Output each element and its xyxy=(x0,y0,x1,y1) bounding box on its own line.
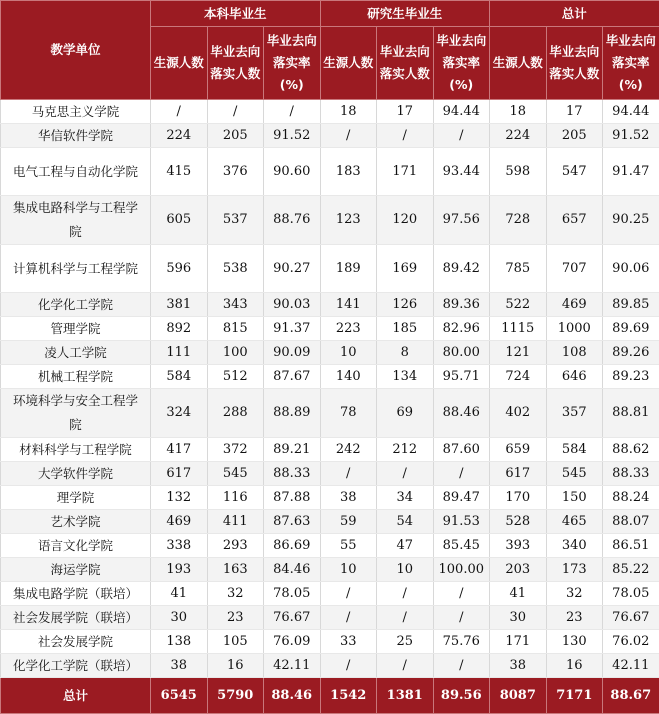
table-cell: 111 xyxy=(151,341,208,365)
table-cell: 78.05 xyxy=(603,582,659,606)
table-cell: 88.33 xyxy=(603,462,659,486)
table-cell: 41 xyxy=(490,582,547,606)
table-cell: 86.69 xyxy=(264,534,321,558)
table-cell: 87.88 xyxy=(264,486,321,510)
sub-header: 生源人数 xyxy=(320,27,377,100)
table-cell: 78.05 xyxy=(264,582,321,606)
total-row xyxy=(1,678,659,714)
table-row xyxy=(1,196,659,245)
group-header-total: 总计 xyxy=(490,1,659,27)
table-cell: 547 xyxy=(546,148,603,196)
unit-name: 机械工程学院 xyxy=(1,365,151,389)
table-cell: 605 xyxy=(151,196,208,245)
table-cell: 10 xyxy=(320,558,377,582)
table-cell: 212 xyxy=(377,438,434,462)
table-cell: 183 xyxy=(320,148,377,196)
table-cell: 10 xyxy=(377,558,434,582)
table-cell: 617 xyxy=(151,462,208,486)
table-cell: / xyxy=(207,100,264,124)
table-cell: 707 xyxy=(546,245,603,293)
unit-name: 材料科学与工程学院 xyxy=(1,438,151,462)
table-cell: / xyxy=(377,582,434,606)
table-row xyxy=(1,462,659,486)
table-cell: 88.33 xyxy=(264,462,321,486)
group-header-undergrad: 本科毕业生 xyxy=(151,1,321,27)
table-cell: 88.76 xyxy=(264,196,321,245)
unit-name: 海运学院 xyxy=(1,558,151,582)
table-cell: 402 xyxy=(490,389,547,438)
table-cell: 88.46 xyxy=(433,389,490,438)
sub-header: 生源人数 xyxy=(151,27,208,100)
unit-name: 理学院 xyxy=(1,486,151,510)
table-cell: / xyxy=(433,582,490,606)
table-cell: 393 xyxy=(490,534,547,558)
table-cell: 47 xyxy=(377,534,434,558)
table-cell: 90.09 xyxy=(264,341,321,365)
table-cell: 324 xyxy=(151,389,208,438)
table-row xyxy=(1,341,659,365)
table-cell: 91.47 xyxy=(603,148,659,196)
table-cell: 598 xyxy=(490,148,547,196)
table-cell: 584 xyxy=(151,365,208,389)
unit-name: 艺术学院 xyxy=(1,510,151,534)
table-cell: / xyxy=(377,654,434,678)
table-cell: 120 xyxy=(377,196,434,245)
table-cell: 16 xyxy=(546,654,603,678)
table-cell: 90.03 xyxy=(264,293,321,317)
table-cell: 163 xyxy=(207,558,264,582)
table-row xyxy=(1,606,659,630)
table-row xyxy=(1,317,659,341)
table-cell: 8 xyxy=(377,341,434,365)
table-cell: 10 xyxy=(320,341,377,365)
table-cell: 76.02 xyxy=(603,630,659,654)
table-cell: 538 xyxy=(207,245,264,293)
table-cell: 8087 xyxy=(490,678,547,714)
table-cell: 89.23 xyxy=(603,365,659,389)
table-cell: 1000 xyxy=(546,317,603,341)
table-cell: 94.44 xyxy=(433,100,490,124)
table-cell: 100.00 xyxy=(433,558,490,582)
table-cell: 189 xyxy=(320,245,377,293)
unit-name: 大学软件学院 xyxy=(1,462,151,486)
table-cell: 87.67 xyxy=(264,365,321,389)
table-cell: 93.44 xyxy=(433,148,490,196)
table-cell: 121 xyxy=(490,341,547,365)
table-row xyxy=(1,654,659,678)
table-cell: 42.11 xyxy=(603,654,659,678)
table-cell: 32 xyxy=(546,582,603,606)
sub-header: 毕业去向落实率(%) xyxy=(264,27,321,100)
unit-name: 凌人工学院 xyxy=(1,341,151,365)
unit-name: 语言文化学院 xyxy=(1,534,151,558)
sub-header: 毕业去向落实率(%) xyxy=(603,27,659,100)
unit-name: 化学化工学院 xyxy=(1,293,151,317)
table-cell: 89.69 xyxy=(603,317,659,341)
table-row xyxy=(1,100,659,124)
unit-name: 化学化工学院（联培） xyxy=(1,654,151,678)
table-cell: 25 xyxy=(377,630,434,654)
table-cell: 88.67 xyxy=(603,678,659,714)
table-header xyxy=(1,1,659,100)
table-cell: 173 xyxy=(546,558,603,582)
table-cell: 340 xyxy=(546,534,603,558)
table-cell: 88.24 xyxy=(603,486,659,510)
table-cell: 95.71 xyxy=(433,365,490,389)
table-cell: 242 xyxy=(320,438,377,462)
table-cell: 116 xyxy=(207,486,264,510)
table-cell: / xyxy=(377,462,434,486)
table-cell: 596 xyxy=(151,245,208,293)
table-cell: 193 xyxy=(151,558,208,582)
table-cell: 38 xyxy=(320,486,377,510)
table-cell: 376 xyxy=(207,148,264,196)
table-cell: 469 xyxy=(546,293,603,317)
table-cell: 123 xyxy=(320,196,377,245)
table-cell: 185 xyxy=(377,317,434,341)
table-cell: / xyxy=(151,100,208,124)
table-cell: 5790 xyxy=(207,678,264,714)
table-cell: 80.00 xyxy=(433,341,490,365)
table-cell: 89.36 xyxy=(433,293,490,317)
table-cell: 94.44 xyxy=(603,100,659,124)
unit-header: 教学单位 xyxy=(1,1,151,100)
table-cell: / xyxy=(433,654,490,678)
table-cell: 293 xyxy=(207,534,264,558)
table-cell: 288 xyxy=(207,389,264,438)
table-cell: / xyxy=(320,124,377,148)
table-row xyxy=(1,534,659,558)
table-cell: 30 xyxy=(490,606,547,630)
unit-name: 社会发展学院（联培） xyxy=(1,606,151,630)
table-row xyxy=(1,148,659,196)
table-cell: 75.76 xyxy=(433,630,490,654)
table-cell: 59 xyxy=(320,510,377,534)
table-cell: 91.53 xyxy=(433,510,490,534)
unit-name: 电气工程与自动化学院 xyxy=(1,148,151,196)
table-row xyxy=(1,438,659,462)
table-cell: 815 xyxy=(207,317,264,341)
table-cell: 512 xyxy=(207,365,264,389)
table-cell: 89.56 xyxy=(433,678,490,714)
table-cell: 132 xyxy=(151,486,208,510)
table-row xyxy=(1,365,659,389)
table-cell: 16 xyxy=(207,654,264,678)
table-cell: 76.09 xyxy=(264,630,321,654)
sub-header: 毕业去向落实人数 xyxy=(207,27,264,100)
table-cell: 17 xyxy=(377,100,434,124)
table-cell: 87.63 xyxy=(264,510,321,534)
table-row xyxy=(1,558,659,582)
table-row xyxy=(1,293,659,317)
table-cell: 87.60 xyxy=(433,438,490,462)
sub-header: 毕业去向落实率(%) xyxy=(433,27,490,100)
table-cell: 892 xyxy=(151,317,208,341)
table-cell: 170 xyxy=(490,486,547,510)
table-cell: 17 xyxy=(546,100,603,124)
table-cell: 6545 xyxy=(151,678,208,714)
table-cell: 32 xyxy=(207,582,264,606)
table-cell: 89.21 xyxy=(264,438,321,462)
table-footer xyxy=(1,678,659,714)
table-cell: 203 xyxy=(490,558,547,582)
table-cell: / xyxy=(377,606,434,630)
table-cell: 537 xyxy=(207,196,264,245)
table-row xyxy=(1,124,659,148)
table-cell: / xyxy=(264,100,321,124)
table-cell: 38 xyxy=(151,654,208,678)
sub-header: 毕业去向落实人数 xyxy=(377,27,434,100)
unit-name: 集成电路学院（联培） xyxy=(1,582,151,606)
table-cell: / xyxy=(320,582,377,606)
table-cell: 30 xyxy=(151,606,208,630)
table-cell: 357 xyxy=(546,389,603,438)
table-cell: 89.47 xyxy=(433,486,490,510)
unit-name: 管理学院 xyxy=(1,317,151,341)
table-cell: 108 xyxy=(546,341,603,365)
table-cell: 85.45 xyxy=(433,534,490,558)
table-row xyxy=(1,582,659,606)
table-cell: 126 xyxy=(377,293,434,317)
table-cell: 528 xyxy=(490,510,547,534)
table-cell: 88.46 xyxy=(264,678,321,714)
table-cell: 724 xyxy=(490,365,547,389)
unit-name: 马克思主义学院 xyxy=(1,100,151,124)
unit-name: 华信软件学院 xyxy=(1,124,151,148)
table-cell: 88.07 xyxy=(603,510,659,534)
table-cell: / xyxy=(433,462,490,486)
table-cell: 34 xyxy=(377,486,434,510)
table-cell: 130 xyxy=(546,630,603,654)
table-cell: 18 xyxy=(320,100,377,124)
table-cell: 411 xyxy=(207,510,264,534)
table-cell: 171 xyxy=(377,148,434,196)
table-cell: 205 xyxy=(207,124,264,148)
table-cell: 88.89 xyxy=(264,389,321,438)
table-cell: 1542 xyxy=(320,678,377,714)
table-cell: 372 xyxy=(207,438,264,462)
table-cell: / xyxy=(320,654,377,678)
table-cell: 617 xyxy=(490,462,547,486)
table-cell: 223 xyxy=(320,317,377,341)
table-cell: 584 xyxy=(546,438,603,462)
table-cell: 469 xyxy=(151,510,208,534)
table-cell: 41 xyxy=(151,582,208,606)
table-cell: 90.60 xyxy=(264,148,321,196)
sub-header: 毕业去向落实人数 xyxy=(546,27,603,100)
table-cell: 23 xyxy=(546,606,603,630)
table-cell: 1381 xyxy=(377,678,434,714)
table-cell: 657 xyxy=(546,196,603,245)
table-cell: 33 xyxy=(320,630,377,654)
table-cell: 88.62 xyxy=(603,438,659,462)
table-cell: 55 xyxy=(320,534,377,558)
table-cell: 78 xyxy=(320,389,377,438)
table-row xyxy=(1,630,659,654)
table-cell: 54 xyxy=(377,510,434,534)
unit-name: 集成电路科学与工程学院 xyxy=(1,196,151,245)
table-cell: 97.56 xyxy=(433,196,490,245)
table-cell: 89.85 xyxy=(603,293,659,317)
table-cell: 23 xyxy=(207,606,264,630)
table-cell: 90.27 xyxy=(264,245,321,293)
table-cell: 381 xyxy=(151,293,208,317)
table-cell: 100 xyxy=(207,341,264,365)
table-cell: 76.67 xyxy=(264,606,321,630)
sub-header: 生源人数 xyxy=(490,27,547,100)
table-cell: 224 xyxy=(151,124,208,148)
table-cell: 91.52 xyxy=(264,124,321,148)
group-header-graduate: 研究生毕业生 xyxy=(320,1,490,27)
table-cell: 91.52 xyxy=(603,124,659,148)
table-cell: 545 xyxy=(207,462,264,486)
table-cell: 785 xyxy=(490,245,547,293)
table-cell: 84.46 xyxy=(264,558,321,582)
table-cell: 82.96 xyxy=(433,317,490,341)
table-cell: 86.51 xyxy=(603,534,659,558)
table-row xyxy=(1,389,659,438)
table-cell: 465 xyxy=(546,510,603,534)
table-cell: 224 xyxy=(490,124,547,148)
table-cell: 150 xyxy=(546,486,603,510)
table-cell: / xyxy=(320,606,377,630)
table-cell: / xyxy=(433,124,490,148)
table-cell: 343 xyxy=(207,293,264,317)
table-cell: 141 xyxy=(320,293,377,317)
table-cell: 7171 xyxy=(546,678,603,714)
table-cell: 728 xyxy=(490,196,547,245)
table-cell: 205 xyxy=(546,124,603,148)
table-cell: 169 xyxy=(377,245,434,293)
table-cell: 90.06 xyxy=(603,245,659,293)
table-row xyxy=(1,486,659,510)
table-cell: 522 xyxy=(490,293,547,317)
table-cell: 85.22 xyxy=(603,558,659,582)
table-cell: 545 xyxy=(546,462,603,486)
table-cell: 89.42 xyxy=(433,245,490,293)
table-cell: 659 xyxy=(490,438,547,462)
table-cell: / xyxy=(320,462,377,486)
table-cell: 646 xyxy=(546,365,603,389)
table-cell: 76.67 xyxy=(603,606,659,630)
table-row xyxy=(1,245,659,293)
table-cell: 415 xyxy=(151,148,208,196)
table-cell: 105 xyxy=(207,630,264,654)
table-cell: 417 xyxy=(151,438,208,462)
table-cell: 90.25 xyxy=(603,196,659,245)
table-body xyxy=(1,100,659,678)
table-cell: 42.11 xyxy=(264,654,321,678)
total-label: 总计 xyxy=(1,678,151,714)
table-cell: 89.26 xyxy=(603,341,659,365)
unit-name: 社会发展学院 xyxy=(1,630,151,654)
table-cell: 38 xyxy=(490,654,547,678)
table-cell: 18 xyxy=(490,100,547,124)
table-cell: 338 xyxy=(151,534,208,558)
table-cell: 88.81 xyxy=(603,389,659,438)
table-cell: 69 xyxy=(377,389,434,438)
table-cell: / xyxy=(377,124,434,148)
table-cell: 138 xyxy=(151,630,208,654)
table-cell: 134 xyxy=(377,365,434,389)
table-row xyxy=(1,510,659,534)
table-cell: 171 xyxy=(490,630,547,654)
table-cell: 140 xyxy=(320,365,377,389)
table-cell: 91.37 xyxy=(264,317,321,341)
unit-name: 环境科学与安全工程学院 xyxy=(1,389,151,438)
table-cell: / xyxy=(433,606,490,630)
table-cell: 1115 xyxy=(490,317,547,341)
unit-name: 计算机科学与工程学院 xyxy=(1,245,151,293)
